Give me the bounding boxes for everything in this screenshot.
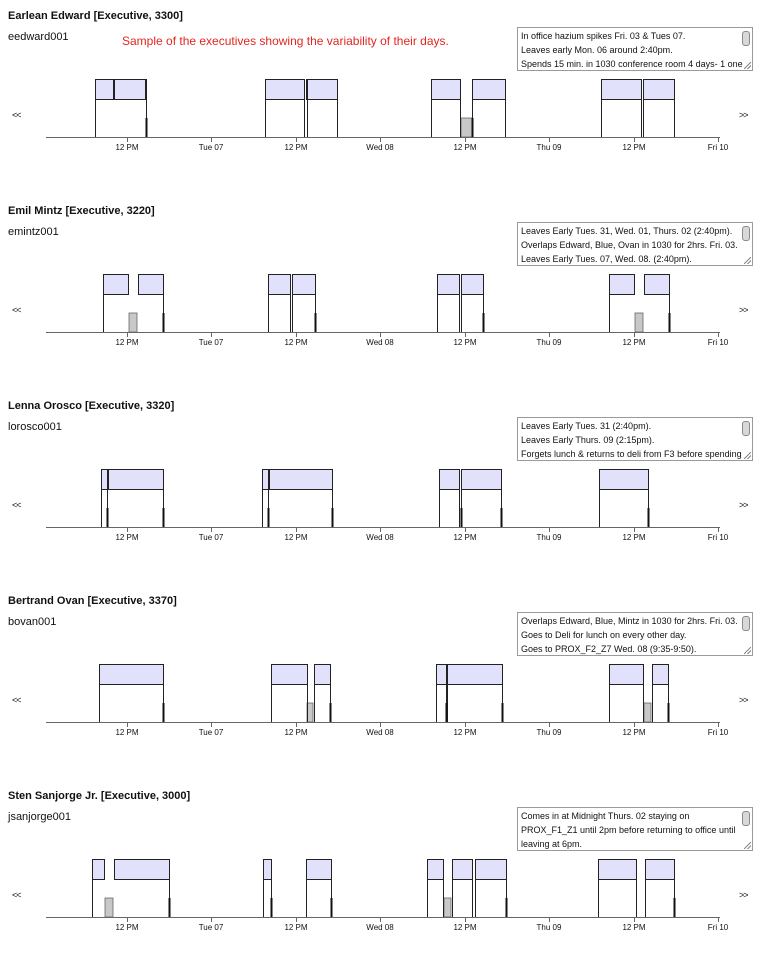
presence-block — [109, 470, 164, 490]
presence-block — [270, 470, 333, 490]
presence-block — [96, 80, 114, 100]
note-line: Goes to PROX_F2_Z7 Wed. 08 (9:35-9:50). — [521, 644, 697, 654]
presence-block — [602, 80, 642, 100]
axis-tick-label: 12 PM — [284, 533, 308, 542]
note-line: Overlaps Edward, Blue, Mintz in 1030 for 2hrs. Fri. 03. — [521, 616, 738, 626]
note-line: Spends 15 min. in 1030 conference room 4 days- 1 one — [521, 59, 743, 69]
presence-block — [599, 860, 637, 880]
presence-block — [307, 860, 332, 880]
timeline-chart — [0, 780, 784, 975]
axis-tick-label: Fri 10 — [707, 923, 729, 932]
timeline-chart — [0, 195, 784, 390]
dwell-block — [105, 898, 113, 917]
employee-user-id: bovan001 — [8, 616, 57, 628]
presence-block — [139, 275, 164, 295]
axis-tick-label: 12 PM — [115, 533, 139, 542]
presence-block — [462, 275, 484, 295]
axis-tick-label: Thu 09 — [536, 338, 562, 347]
axis-tick-label: 12 PM — [115, 728, 139, 737]
presence-block — [272, 665, 308, 685]
employee-user-id: emintz001 — [8, 226, 59, 238]
presence-block — [438, 275, 460, 295]
presence-block — [269, 275, 291, 295]
axis-tick-label: 12 PM — [284, 728, 308, 737]
note-line: Leaves Early Thurs. 09 (2:15pm). — [521, 435, 655, 445]
note-line: leaving at 6pm. — [521, 839, 583, 849]
presence-block — [307, 80, 338, 100]
axis-tick-label: Tue 07 — [198, 728, 224, 737]
presence-block — [93, 860, 105, 880]
axis-tick-label: 12 PM — [622, 923, 646, 932]
employee-title: Sten Sanjorge Jr. [Executive, 3000] — [8, 790, 191, 802]
next-week-button[interactable]: >> — [739, 110, 748, 120]
presence-block — [448, 665, 503, 685]
presence-block — [462, 470, 502, 490]
note-line: Leaves early Mon. 06 around 2:40pm. — [521, 45, 673, 55]
previous-week-button[interactable]: << — [12, 305, 21, 315]
employee-user-id: lorosco001 — [8, 421, 62, 433]
presence-block — [437, 665, 447, 685]
axis-tick-label: 12 PM — [453, 338, 477, 347]
employee-panel — [0, 0, 784, 195]
presence-block — [266, 80, 305, 100]
axis-tick-label: Wed 08 — [366, 923, 394, 932]
axis-tick-label: Tue 07 — [198, 143, 224, 152]
dwell-block — [635, 313, 643, 332]
next-week-button[interactable]: >> — [739, 305, 748, 315]
previous-week-button[interactable]: << — [12, 695, 21, 705]
axis-tick-label: Fri 10 — [707, 338, 729, 347]
previous-week-button[interactable]: << — [12, 110, 21, 120]
note-line: Overlaps Edward, Blue, Ovan in 1030 for 2hrs. Fri. 03. — [521, 240, 738, 250]
axis-tick-label: Thu 09 — [536, 533, 562, 542]
presence-block — [432, 80, 461, 100]
axis-tick-label: Wed 08 — [366, 143, 394, 152]
note-line: PROX_F1_Z1 until 2pm before returning to office until — [521, 825, 736, 835]
axis-tick-label: Thu 09 — [536, 143, 562, 152]
previous-week-button[interactable]: << — [12, 500, 21, 510]
axis-tick-label: 12 PM — [453, 923, 477, 932]
employee-user-id: eedward001 — [8, 31, 69, 43]
axis-tick-label: Wed 08 — [366, 338, 394, 347]
presence-block — [644, 80, 675, 100]
axis-tick-label: 12 PM — [622, 143, 646, 152]
timeline-chart — [0, 585, 784, 780]
axis-tick-label: 12 PM — [115, 338, 139, 347]
axis-tick-label: Wed 08 — [366, 728, 394, 737]
note-line: Leaves Early Tues. 31, Wed. 01, Thurs. 02 (2:40pm). — [521, 226, 733, 236]
axis-tick-label: Tue 07 — [198, 923, 224, 932]
note-line: Leaves Early Tues. 07, Wed. 08. (2:40pm). — [521, 254, 692, 264]
presence-block — [264, 860, 272, 880]
axis-tick-label: 12 PM — [115, 143, 139, 152]
presence-block — [610, 665, 644, 685]
dwell-block — [444, 898, 451, 917]
axis-tick-label: Wed 08 — [366, 533, 394, 542]
axis-tick-label: 12 PM — [284, 338, 308, 347]
axis-tick-label: Fri 10 — [707, 533, 729, 542]
presence-block — [645, 275, 670, 295]
previous-week-button[interactable]: << — [12, 890, 21, 900]
presence-block — [653, 665, 669, 685]
axis-tick-label: 12 PM — [284, 143, 308, 152]
presence-block — [610, 275, 635, 295]
axis-tick-label: Thu 09 — [536, 728, 562, 737]
next-week-button[interactable]: >> — [739, 500, 748, 510]
dwell-block — [644, 703, 651, 722]
axis-tick-label: 12 PM — [453, 143, 477, 152]
employee-title: Earlean Edward [Executive, 3300] — [8, 10, 183, 22]
axis-tick-label: 12 PM — [284, 923, 308, 932]
presence-block — [476, 860, 507, 880]
timeline-chart — [0, 390, 784, 585]
employee-title: Lenna Orosco [Executive, 3320] — [8, 400, 175, 412]
dwell-block — [461, 118, 472, 137]
employee-panel — [0, 585, 784, 780]
employee-panel — [0, 195, 784, 390]
axis-tick-label: 12 PM — [622, 728, 646, 737]
dwell-block — [129, 313, 137, 332]
note-line: Goes to Deli for lunch on every other day. — [521, 630, 687, 640]
axis-tick-label: 12 PM — [115, 923, 139, 932]
axis-tick-label: 12 PM — [622, 533, 646, 542]
employee-title: Emil Mintz [Executive, 3220] — [8, 205, 155, 217]
note-line: Comes in at Midnight Thurs. 02 staying on — [521, 811, 690, 821]
employee-user-id: jsanjorge001 — [8, 811, 71, 823]
presence-block — [600, 470, 649, 490]
employee-panel — [0, 780, 784, 975]
presence-block — [473, 80, 506, 100]
axis-tick-label: Tue 07 — [198, 338, 224, 347]
presence-block — [102, 470, 108, 490]
next-week-button[interactable]: >> — [739, 695, 748, 705]
presence-block — [115, 80, 146, 100]
axis-tick-label: Tue 07 — [198, 533, 224, 542]
note-line: In office hazium spikes Fri. 03 & Tues 07. — [521, 31, 686, 41]
axis-tick-label: Fri 10 — [707, 728, 729, 737]
next-week-button[interactable]: >> — [739, 890, 748, 900]
presence-block — [453, 860, 473, 880]
axis-tick-label: 12 PM — [622, 338, 646, 347]
presence-block — [428, 860, 444, 880]
presence-block — [293, 275, 316, 295]
presence-block — [115, 860, 170, 880]
axis-tick-label: 12 PM — [453, 533, 477, 542]
presence-block — [646, 860, 675, 880]
timeline-chart — [0, 0, 784, 195]
axis-tick-label: Fri 10 — [707, 143, 729, 152]
presence-block — [104, 275, 129, 295]
sample-caption: Sample of the executives showing the variability of their days. — [122, 34, 449, 48]
employee-title: Bertrand Ovan [Executive, 3370] — [8, 595, 177, 607]
axis-tick-label: 12 PM — [453, 728, 477, 737]
note-line: Forgets lunch & returns to deli from F3 before spending — [521, 449, 742, 459]
presence-block — [315, 665, 331, 685]
presence-block — [440, 470, 460, 490]
note-line: Leaves Early Tues. 31 (2:40pm). — [521, 421, 652, 431]
axis-tick-label: Thu 09 — [536, 923, 562, 932]
employee-panel — [0, 390, 784, 585]
presence-block — [100, 665, 164, 685]
presence-block — [263, 470, 269, 490]
